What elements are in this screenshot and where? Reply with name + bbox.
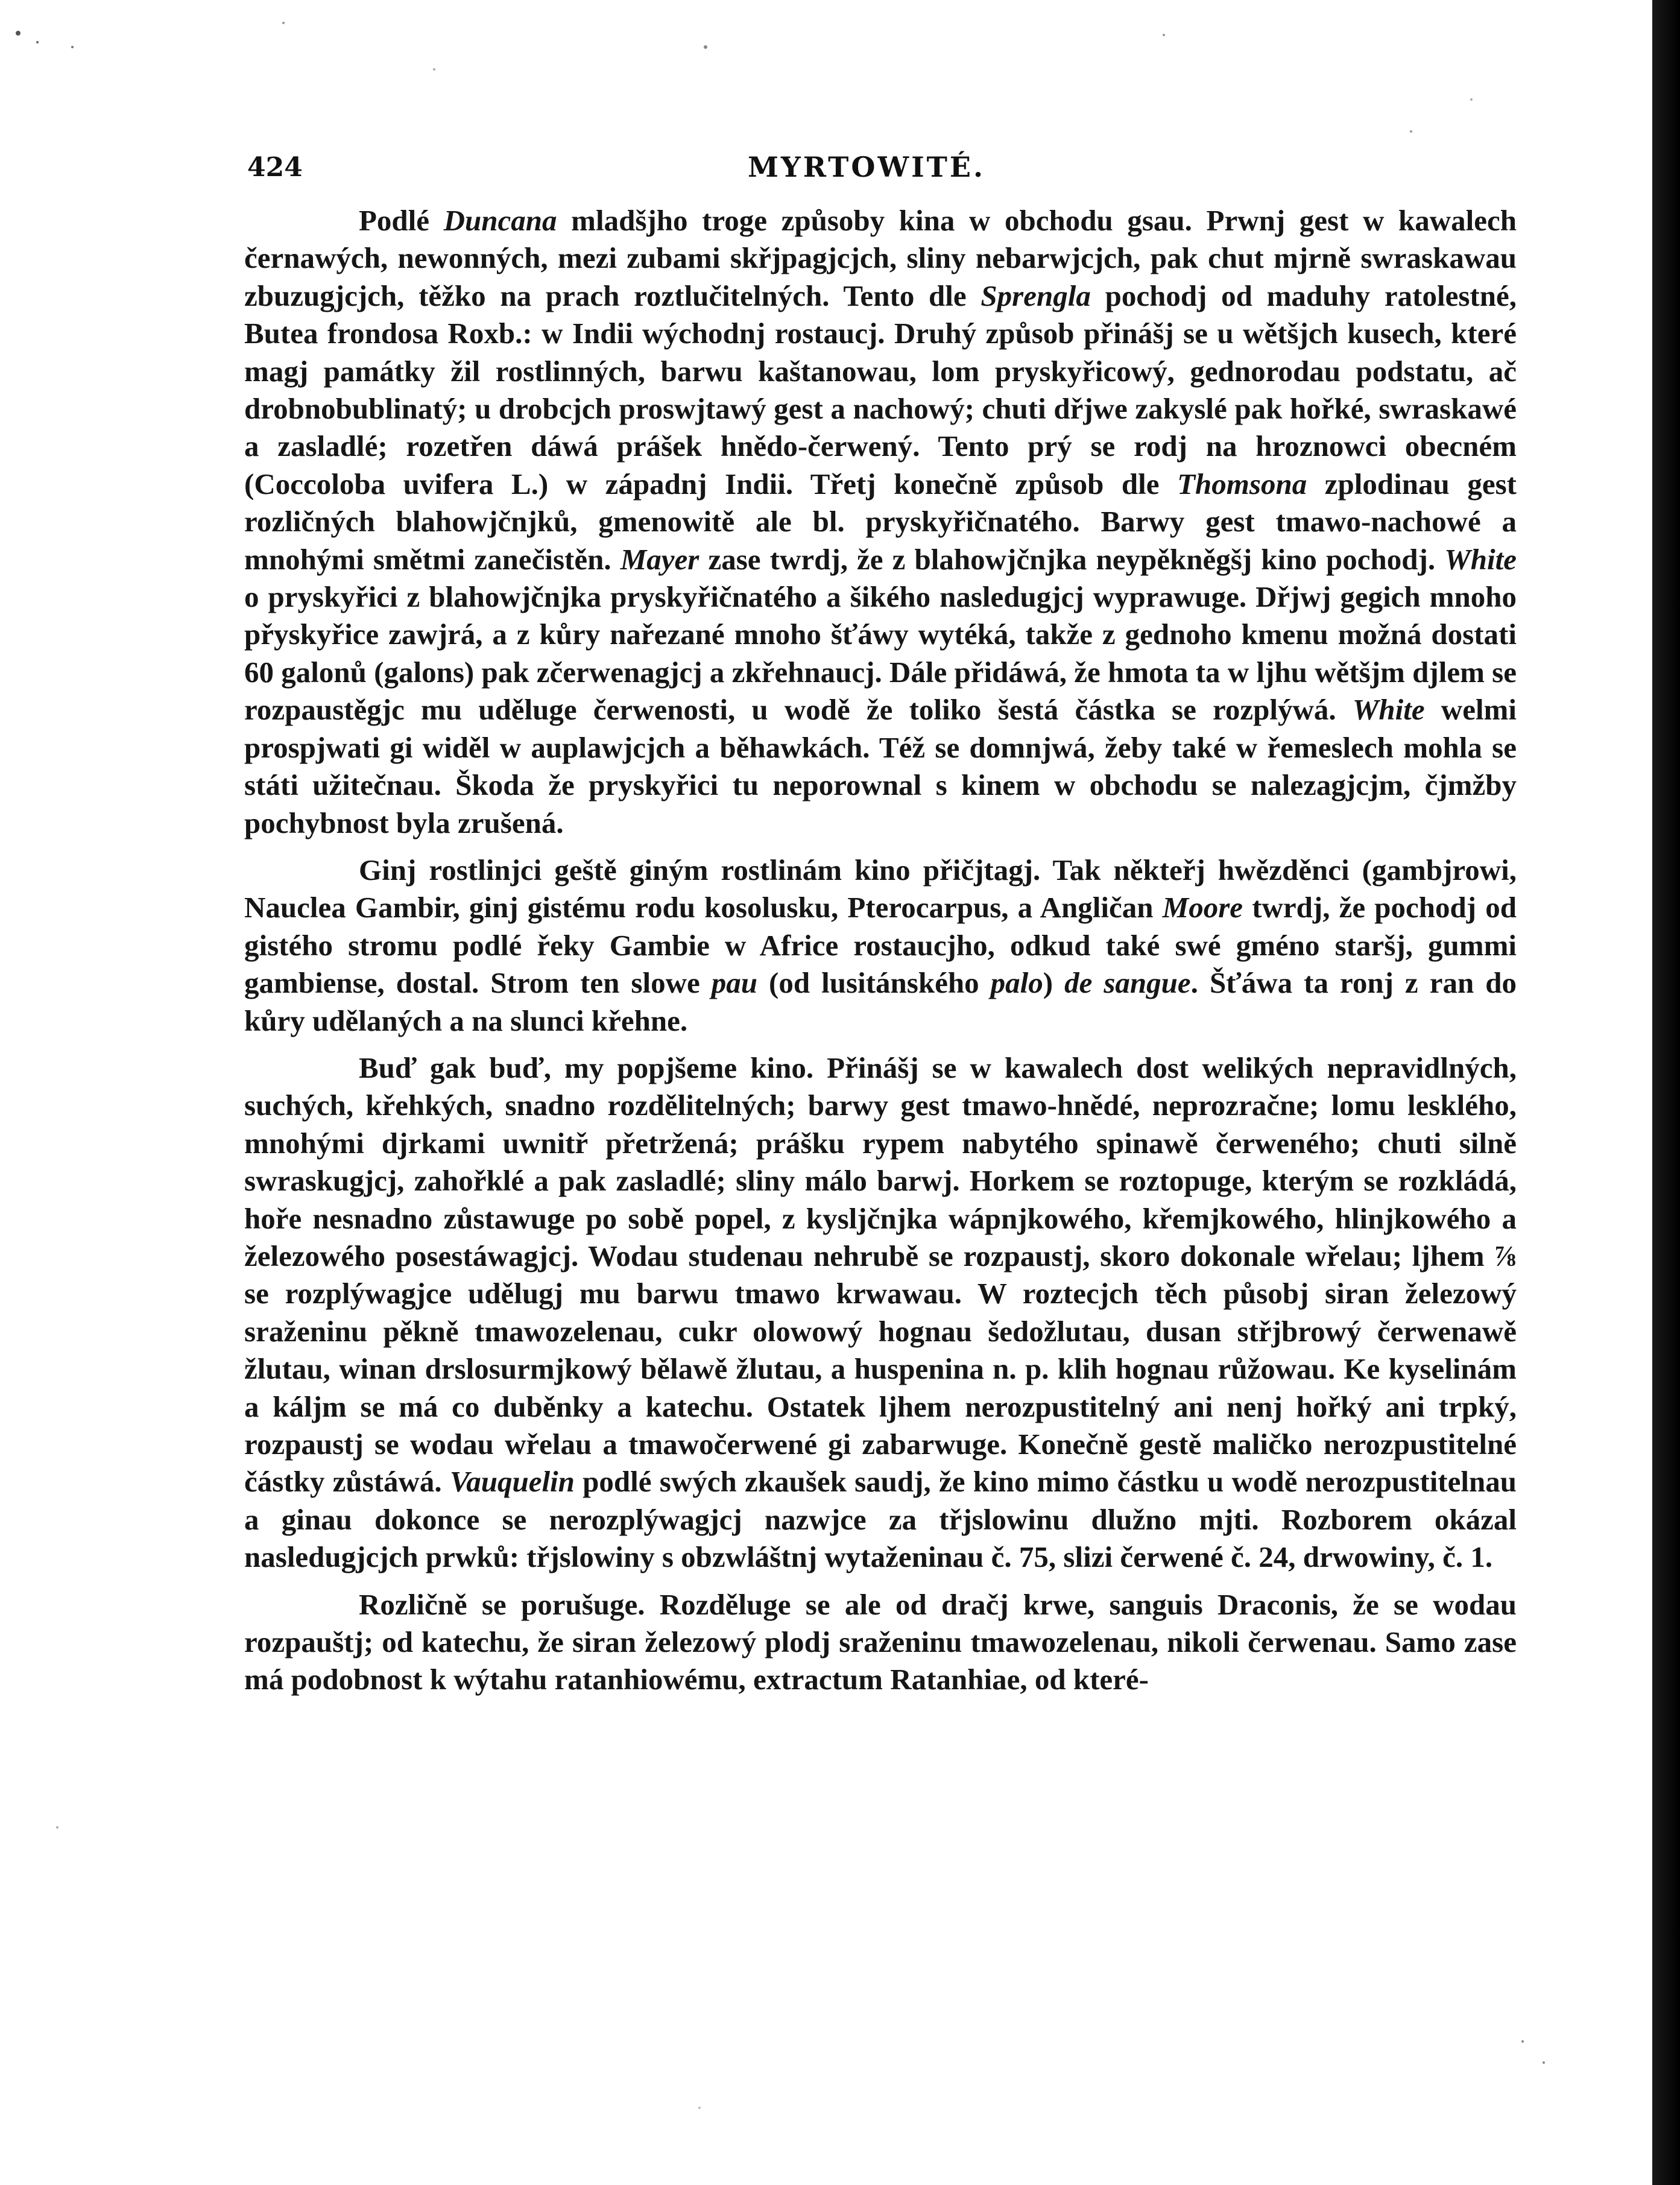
text-run: welmi prospjwati gi widěl w auplawjcjch a běhawkách. Též se domnjwá, žeby také w řemeslech mohla se státi užitečnau. Škoda že pryskyřici tu neporownal s kinem w obchodu se nalezagjcjm, čjmžby pochybnost byla zrušená. (244, 693, 1517, 840)
text-run: . Šťáwa ta ronj z ran do kůry udělaných a na slunci křehne. (244, 966, 1517, 1037)
text-run: Ginj rostlinjci geště giným rostlinám kino přičjtagj. Tak někteřj hwězděnci (gambjrowi, Nauclea Gambir, ginj gistému rodu kosolusku, Pterocarpus, a Angličan (244, 853, 1517, 925)
italic-name: Sprengla (981, 279, 1091, 312)
italic-name: Moore (1162, 891, 1243, 925)
text-run: zplodinau gest rozličných blahowjčnjků, gmenowitě ale bl. pryskyřičnatého. Barwy gest tmawo-nachowé a mnohými smětmi zanečistěn. (244, 467, 1517, 576)
text-run: o pryskyřici z blahowjčnjka pryskyřičnatého a šikého nasledugjcj wyprawuge. Dřjwj gegich mnoho přyskyřice zawjrá, a z kůry nařezané mnoho šťáwy wytéká, takže z gednoho kmenu možná dostati 60 galonů (galons) pak zčerwenagjcj a zkřehnaucj. Dále přidáwá, že hmota ta w ljhu wětšjm djlem se rozpaustěgjc mu uděluge čerwenosti, u wodě že toliko šestá částka se rozplýwá. (244, 580, 1517, 727)
text-run: Podlé (359, 204, 444, 237)
paragraph (244, 1049, 1517, 1576)
text-run: ) (1043, 966, 1065, 1000)
running-title: MYRTOWITÉ. (748, 151, 985, 183)
text-run: Rozličně se porušuge. Rozděluge se ale od dračj krwe, sanguis Draconis, že se wodau rozpauštj; od katechu, že siran železowý plodj sraženinu tmawozelenau, nikoli čerwenau. Samo zase má podobnost k wýtahu ratanhiowému, extractum Ratanhiae, od které- (244, 1587, 1517, 1696)
italic-name: Mayer (620, 542, 699, 576)
italic-name: White (1352, 693, 1425, 727)
italic-name: White (1444, 542, 1517, 576)
page-number: 424 (247, 152, 303, 183)
text-run: mladšjho troge způsoby kina w obchodu gsau. Prwnj gest w kawalech černawých, newonných, mezi zubami skřjpagjcjch, sliny nebarwjcjch, pak chut mjrně swraskawau zbuzugjcjch, těžko na prach roztlučitelných. Tento dle (244, 204, 1517, 312)
italic-name: palo (990, 966, 1043, 1000)
text-run: pochodj od maduhy ratolestné, Butea frondosa Roxb.: w Indii wýchodnj rostaucj. Druhý způsob přinášj se u wětšjch kusech, které magj památky žil rostlinných, barwu kaštanowau, lom pryskyřicowý, gednorodau podstatu, ač drobnobublinatý; u drobcjch proswjtawý gest a nachowý; chuti dřjwe zakyslé pak hořké, swraskawé a zasladlé; rozetřen dáwá prášek hnědo-čerwený. Tento prý se rodj na hroznowci obecném (Coccoloba uvifera L.) w západnj Indii. Třetj konečně způsob dle (244, 279, 1517, 501)
scan-edge-shadow (1652, 0, 1680, 2185)
text-run: zase twrdj, že z blahowjčnjka neypěkněgšj kino pochodj. (699, 542, 1445, 576)
italic-name: Vauquelin (449, 1465, 575, 1499)
paragraph (244, 202, 1517, 842)
paragraph (244, 852, 1517, 1040)
italic-name: Thomsona (1177, 467, 1307, 501)
running-head (247, 145, 1001, 193)
text-run: twrdj, že pochodj od gistého stromu podlé řeky Gambie w Africe rostaucjho, odkud také swé gméno staršj, gummi gambiense, dostal. Strom ten slowe (244, 891, 1517, 1000)
italic-name: pau (711, 966, 758, 1000)
text-run: Buď gak buď, my popjšeme kino. Přinášj se w kawalech dost welikých nepravidlných, suchých, křehkých, snadno rozdělitelných; barwy gest tmawo-hnědé, neprozračne; lomu lesklého, mnohými djrkami uwnitř přetržená; prášku rypem nabytého spinawě čerweného; chuti silně swraskugjcj, zahořklé a pak zasladlé; sliny málo barwj. Horkem se roztopuge, kterým se rozkládá, hoře nesnadno zůstawuge po sobě popel, z kysljčnjka wápnjkowého, křemjkowého, hlinjkowého a železowého posestáwagjcj. Wodau studenau nehrubě se rozpaustj, skoro dokonale wřelau; ljhem ⅞ se rozplýwagjce udělugj mu barwu tmawo krwawau. W roztecjch těch působj siran železowý sraženinu pěkně tmawozelenau, cukr olowowý hognau šedožlutau, dusan střjbrowý čerwenawě žlutau, winan drslosurmjkowý bělawě žlutau, a huspenina n. p. klih hognau růžowau. Ke kyselinám a káljm se má co duběnky a katechu. Ostatek ljhem nerozpustitelný ani nenj hořký ani trpký, rozpaustj se wodau wřelau a tmawočerwené gi zabarwuge. Konečně gestě maličko nerozpustitelné částky zůstáwá. (244, 1051, 1517, 1499)
italic-name: de sangue (1064, 966, 1191, 1000)
text-run: podlé swých zkaušek saudj, že kino mimo částku u wodě nerozpustitelnau a ginau dokonce se nerozplýwagjcj nazwjce za třjslowinu dlužno mjti. Rozborem okázal nasledugjcjch prwků: třjslowiny s obzwláštnj wytaženinau č. 75, slizi čerwené č. 24, drwowiny, č. 1. (244, 1465, 1517, 1574)
text-body (244, 202, 1517, 1699)
paragraph (244, 1586, 1517, 1699)
italic-name: Duncana (443, 204, 557, 237)
text-run: (od lusitánského (757, 966, 991, 1000)
